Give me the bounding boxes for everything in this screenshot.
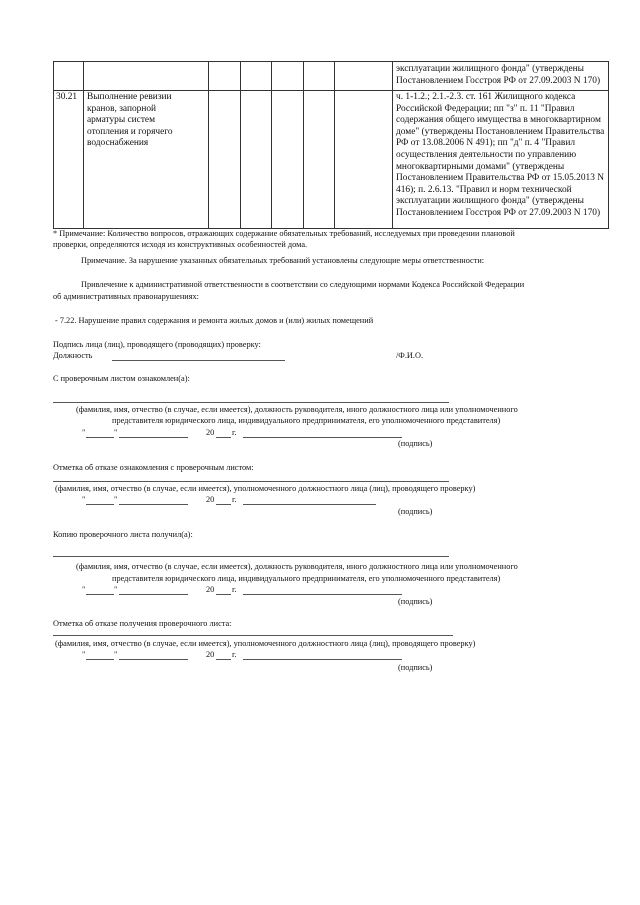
copy-received-title: Копию проверочного листа получил(а): — [53, 530, 193, 539]
day-line[interactable] — [86, 504, 114, 505]
year-line[interactable] — [216, 504, 231, 505]
signature-line[interactable] — [243, 504, 376, 505]
signature-line[interactable] — [243, 659, 402, 660]
liability-line: Привлечение к административной ответственности в соответствии со следующими нормами Кодекса Российской Федерации — [81, 280, 525, 289]
answer-cell-no — [241, 62, 272, 91]
signature-caption: (подпись) — [398, 663, 433, 672]
date-close-quote: " — [114, 650, 118, 659]
requirements-line: осуществления деятельности по управлению — [396, 149, 577, 160]
requirements-line: доме" (утверждены Постановлением Правительства — [396, 126, 605, 137]
signature-caption: (подпись) — [398, 507, 433, 516]
year-suffix: г. — [232, 495, 237, 504]
signature-line[interactable] — [243, 594, 402, 595]
requirements-cell — [393, 91, 609, 229]
requirements-line: Постановлением Госстроя РФ от 27.09.2003 N 170) — [396, 207, 601, 218]
date-open-quote: " — [82, 650, 86, 659]
requirements-line: эксплуатации жилищного фонда" (утверждены — [396, 64, 584, 74]
signature-line[interactable] — [243, 437, 402, 438]
refusal-receive-caption: (фамилия, имя, отчество (в случае, если имеется), уполномоченного должностного лица (лиц), проводящего проверку) — [55, 639, 476, 648]
month-line[interactable] — [119, 437, 188, 438]
year-line[interactable] — [216, 659, 231, 660]
comment-cell — [335, 91, 393, 229]
refusal-acquaint-name-line[interactable] — [53, 481, 449, 482]
note-measures: Примечание. За нарушение указанных обязательных требований установлены следующие меры ответственности: — [81, 256, 485, 265]
requirements-line: многоквартирными домами" (утверждены — [396, 161, 565, 172]
year-prefix: 20 — [206, 495, 215, 504]
year-suffix: г. — [232, 650, 237, 659]
year-line[interactable] — [216, 437, 231, 438]
date-close-quote: " — [114, 495, 118, 504]
requirements-line: РФ от 13.08.2006 N 491); пп "д" п. 4 "Правил — [396, 138, 576, 149]
footnote-line: проверки, определяются исходя из конструктивных особенностей дома. — [53, 240, 308, 249]
position-label: Должность — [53, 351, 93, 360]
refusal-receive-name-line[interactable] — [53, 635, 453, 636]
footnote-line: * Примечание: Количество вопросов, отражающих содержание обязательных требований, исследуемых при проведении плановой — [53, 229, 515, 238]
fio-label: /Ф.И.О. — [396, 351, 424, 360]
requirements-line: 416); п. 2.6.13. "Правил и норм технической — [396, 184, 572, 195]
day-line[interactable] — [86, 659, 114, 660]
month-line[interactable] — [119, 504, 188, 505]
question-line: арматуры систем — [87, 115, 156, 126]
question-line: отопления и горячего — [87, 126, 173, 137]
year-prefix: 20 — [206, 428, 215, 437]
table-row — [54, 62, 609, 91]
day-line[interactable] — [86, 437, 114, 438]
question-cell — [84, 91, 209, 229]
copy-received-caption: (фамилия, имя, отчество (в случае, если имеется), должность руководителя, иного должностного лица или уполномоченного — [76, 562, 518, 571]
year-line[interactable] — [216, 594, 231, 595]
row-number-cell — [54, 62, 84, 91]
requirements-line: Постановлением Правительства РФ от 15.05.2013 N — [396, 173, 604, 184]
question-line: водоснабжения — [87, 138, 149, 149]
year-suffix: г. — [232, 428, 237, 437]
comment-cell — [335, 62, 393, 91]
row-number: 30.21 — [56, 92, 78, 102]
acquainted-name-line[interactable] — [53, 402, 449, 403]
acquainted-caption: представителя юридического лица, индивидуального предпринимателя, его уполномоченного представителя) — [112, 416, 501, 425]
checklist-table — [53, 61, 609, 229]
requirements-line: Постановлением Госстроя РФ от 27.09.2003 N 170) — [396, 75, 601, 86]
answer-cell-na — [272, 62, 304, 91]
requirements-line: Российской Федерации; пп "з" п. 11 "Правил — [396, 103, 575, 114]
answer-cell-extra — [304, 91, 335, 229]
liability-line: об административных правонарушениях: — [53, 292, 199, 301]
year-prefix: 20 — [206, 650, 215, 659]
signature-caption: (подпись) — [398, 439, 433, 448]
year-prefix: 20 — [206, 585, 215, 594]
answer-cell-yes — [209, 91, 241, 229]
answer-cell-no — [241, 91, 272, 229]
month-line[interactable] — [119, 594, 188, 595]
date-close-quote: " — [114, 585, 118, 594]
copy-received-caption: представителя юридического лица, индивидуального предпринимателя, его уполномоченного представителя) — [112, 574, 501, 583]
requirements-cell — [393, 62, 609, 91]
refusal-receive-title: Отметка об отказе получения проверочного листа: — [53, 619, 232, 628]
answer-cell-na — [272, 91, 304, 229]
signature-title: Подпись лица (лиц), проводящего (проводящих) проверку: — [53, 340, 261, 349]
date-open-quote: " — [82, 585, 86, 594]
acquainted-caption: (фамилия, имя, отчество (в случае, если имеется), должность руководителя, иного должностного лица или уполномоченного — [76, 405, 518, 414]
year-suffix: г. — [232, 585, 237, 594]
table-row — [54, 91, 609, 229]
refusal-acquaint-caption: (фамилия, имя, отчество (в случае, если имеется), уполномоченного должностного лица (лиц), проводящего проверку) — [55, 484, 476, 493]
position-line[interactable] — [112, 360, 285, 361]
refusal-acquaint-title: Отметка об отказе ознакомления с проверочным листом: — [53, 463, 254, 472]
acquainted-title: С проверочным листом ознакомлен(а): — [53, 374, 190, 383]
requirements-line: эксплуатации жилищного фонда" (утверждены — [396, 196, 584, 207]
answer-cell-extra — [304, 62, 335, 91]
copy-received-name-line[interactable] — [53, 556, 449, 557]
month-line[interactable] — [119, 659, 188, 660]
question-line: Выполнение ревизии — [87, 92, 172, 102]
requirements-line: ч. 1-1.2.; 2.1.-2.3. ст. 161 Жилищного кодекса — [396, 92, 576, 102]
question-cell — [84, 62, 209, 91]
date-open-quote: " — [82, 428, 86, 437]
date-close-quote: " — [114, 428, 118, 437]
question-line: кранов, запорной — [87, 103, 157, 114]
date-open-quote: " — [82, 495, 86, 504]
answer-cell-yes — [209, 62, 241, 91]
article-item: - 7.22. Нарушение правил содержания и ремонта жилых домов и (или) жилых помещений — [55, 316, 374, 325]
requirements-line: содержания общего имущества в многоквартирном — [396, 115, 601, 126]
row-number-cell — [54, 91, 84, 229]
day-line[interactable] — [86, 594, 114, 595]
signature-caption: (подпись) — [398, 597, 433, 606]
